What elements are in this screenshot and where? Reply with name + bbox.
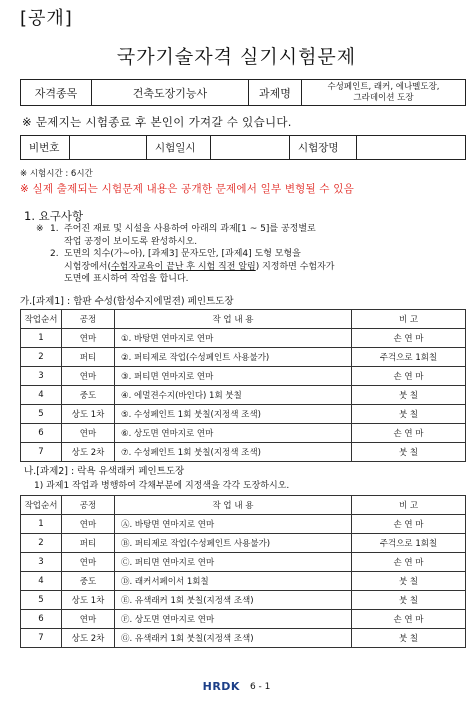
cell: 중도 <box>62 386 115 405</box>
id-label: 비번호 <box>21 136 70 160</box>
table-row <box>21 424 466 443</box>
column-header: 비 고 <box>352 310 466 329</box>
task2-heading: 나.[과제2] : 락욕 유색래커 페인트도장 <box>24 466 185 477</box>
field-value: 건축도장기능사 <box>92 80 249 106</box>
cell: 6 <box>21 424 62 443</box>
task-value-line1: 수성페인트, 래커, 에나멜도장, <box>327 81 440 92</box>
table-row <box>21 610 466 629</box>
cell: 손 연 마 <box>352 329 466 348</box>
cell: ⑦. 수성페인트 1회 붓칠(지정색 조색) <box>115 443 352 462</box>
column-header: 공정 <box>62 496 115 515</box>
column-header: 공정 <box>62 310 115 329</box>
cell: 손 연 마 <box>352 553 466 572</box>
task-value <box>302 80 466 106</box>
table-row <box>21 534 466 553</box>
table-row <box>21 367 466 386</box>
table-row <box>21 329 466 348</box>
table-row <box>21 405 466 424</box>
page-title: 국가기술자격 실기시험문제 <box>116 46 357 68</box>
exam-time: ※ 시험시간 : 6시간 <box>20 169 93 179</box>
warning-text: ※ 실제 출제되는 시험문제 내용은 공개한 문제에서 일부 변형될 수 있음 <box>20 183 354 195</box>
notice-text: ※ 문제지는 시험종료 후 본인이 가져갈 수 있습니다. <box>22 115 292 129</box>
column-header: 작 업 내 용 <box>115 310 352 329</box>
cell: 주걱으로 1회칠 <box>352 348 466 367</box>
page-number: 6 - 1 <box>249 681 271 692</box>
cell: 붓 칠 <box>352 572 466 591</box>
cell: 3 <box>21 367 62 386</box>
task-label: 과제명 <box>249 80 302 106</box>
table-row <box>21 572 466 591</box>
cell: Ⓐ. 바탕면 연마지로 연마 <box>115 515 352 534</box>
requirement-text: 작업 공정이 보이도록 완성하시오. <box>64 236 198 247</box>
cell: 퍼티 <box>62 348 115 367</box>
cell: 연마 <box>62 553 115 572</box>
cell: 7 <box>21 443 62 462</box>
column-header: 작 업 내 용 <box>115 496 352 515</box>
cell: 주걱으로 1회칠 <box>352 534 466 553</box>
cell: 상도 1차 <box>62 405 115 424</box>
text-part: 시험장에서( <box>64 261 111 272</box>
column-header: 비 고 <box>352 496 466 515</box>
cell: Ⓒ. 퍼티면 연마지로 연마 <box>115 553 352 572</box>
column-header: 작업순서 <box>21 496 62 515</box>
cell: 붓 칠 <box>352 405 466 424</box>
cell: 1 <box>21 329 62 348</box>
requirements-heading: 1. 요구사항 <box>24 209 84 223</box>
date-label: 시험일시 <box>147 136 211 160</box>
cell: 연마 <box>62 329 115 348</box>
date-value <box>211 136 290 160</box>
cell: 붓 칠 <box>352 629 466 648</box>
item-number: 1. <box>50 224 59 234</box>
page-footer <box>0 680 473 693</box>
text-part: ) 지정하면 수험자가 <box>255 261 335 272</box>
cell: 6 <box>21 610 62 629</box>
cell: ⑥. 상도면 연마지로 연마 <box>115 424 352 443</box>
exam-info-table <box>20 79 466 106</box>
cell: 손 연 마 <box>352 515 466 534</box>
cell: 손 연 마 <box>352 367 466 386</box>
task2-table <box>20 495 466 648</box>
cell: 연마 <box>62 515 115 534</box>
table-row <box>21 348 466 367</box>
table-row <box>21 629 466 648</box>
cell: 퍼티 <box>62 534 115 553</box>
cell: ③. 퍼티면 연마지로 연마 <box>115 367 352 386</box>
cell: 상도 2차 <box>62 443 115 462</box>
requirement-text: 주어진 재료 및 시설을 사용하여 아래의 과제[1 ~ 5]를 공정별로 <box>64 224 316 234</box>
note-mark: ※ <box>36 224 44 234</box>
hrdk-logo: HRDK <box>202 680 240 693</box>
id-value <box>70 136 147 160</box>
cell: ④. 에멀젼수지(바인다) 1회 붓칠 <box>115 386 352 405</box>
cell: Ⓖ. 유색래커 1회 붓칠(지정색 조색) <box>115 629 352 648</box>
cell: 7 <box>21 629 62 648</box>
cell: Ⓓ. 래커서페이서 1회칠 <box>115 572 352 591</box>
task-value-line2: 그라데이션 도장 <box>353 92 414 103</box>
requirements-body <box>36 223 456 286</box>
cell: 4 <box>21 572 62 591</box>
cell: 5 <box>21 405 62 424</box>
cell: 1 <box>21 515 62 534</box>
cell: 2 <box>21 348 62 367</box>
cell: 붓 칠 <box>352 443 466 462</box>
cell: ⑤. 수성페인트 1회 붓칠(지정색 조색) <box>115 405 352 424</box>
cell: 5 <box>21 591 62 610</box>
table-row <box>21 553 466 572</box>
cell: 연마 <box>62 367 115 386</box>
place-value <box>357 136 466 160</box>
task1-heading: 가.[과제1] : 합판 수성(합성수지에멀젼) 페인트도장 <box>20 296 234 307</box>
item-number: 2. <box>50 249 59 259</box>
cell: ①. 바탕면 연마지로 연마 <box>115 329 352 348</box>
cell: 손 연 마 <box>352 610 466 629</box>
public-tag: [공개] <box>20 8 73 29</box>
table-row <box>21 386 466 405</box>
cell: 연마 <box>62 610 115 629</box>
table-row <box>21 443 466 462</box>
cell: Ⓑ. 퍼티제로 작업(수성페인트 사용불가) <box>115 534 352 553</box>
cell: Ⓔ. 유색래커 1회 붓칠(지정색 조색) <box>115 591 352 610</box>
requirement-2 <box>36 248 456 261</box>
place-label: 시험장명 <box>290 136 357 160</box>
task2-instruction: 1) 과제1 작업과 병행하여 각채부분에 지정색을 각각 도장하시오. <box>34 481 290 491</box>
underlined-text: 수험자교육이 끝난 후 시험 직전 알림 <box>110 261 256 272</box>
cell: 3 <box>21 553 62 572</box>
column-header: 작업순서 <box>21 310 62 329</box>
cell: 2 <box>21 534 62 553</box>
candidate-info-table <box>20 135 466 160</box>
cell: 중도 <box>62 572 115 591</box>
cell: 상도 1차 <box>62 591 115 610</box>
table-row <box>21 515 466 534</box>
requirement-text: 도면의 치수(가~아), [과제3] 문자도안, [과제4] 도형 모형을 <box>64 249 301 259</box>
table-row <box>21 591 466 610</box>
requirement-1 <box>36 223 456 236</box>
cell: 붓 칠 <box>352 591 466 610</box>
cell: 붓 칠 <box>352 386 466 405</box>
requirement-text <box>36 261 456 274</box>
cell: Ⓕ. 상도면 연마지로 연마 <box>115 610 352 629</box>
requirement-text: 도면에 표시하여 작업을 합니다. <box>64 274 189 284</box>
cell: 상도 2차 <box>62 629 115 648</box>
field-label: 자격종목 <box>21 80 92 106</box>
cell: 연마 <box>62 424 115 443</box>
cell: 4 <box>21 386 62 405</box>
cell: 손 연 마 <box>352 424 466 443</box>
cell: ②. 퍼티제로 작업(수성페인트 사용불가) <box>115 348 352 367</box>
task1-table <box>20 309 466 462</box>
